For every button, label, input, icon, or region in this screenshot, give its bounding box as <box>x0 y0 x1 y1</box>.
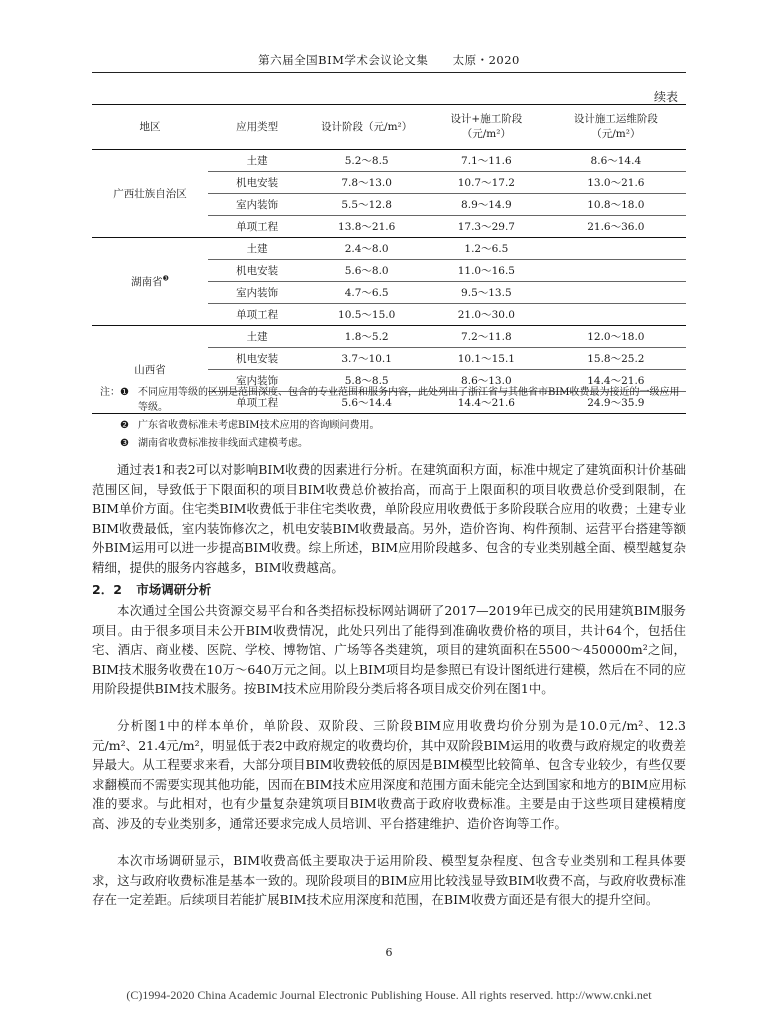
region-cell: 广西壮族自治区 <box>92 150 208 238</box>
category-cell: 土建 <box>208 238 306 260</box>
region-cell: 山西省 <box>92 326 208 414</box>
section-number: 2．2 <box>92 582 122 597</box>
design-construction-fee-cell: 21.0～30.0 <box>427 304 546 326</box>
table-note: 注： ❶ 不同应用等级的区别是范围深度、包含的专业范围和服务内容，此处列出了浙江省与其他省市BIM收费最为接近的一级应用等级。 <box>100 387 680 413</box>
region-cell: 湖南省$^❸$ <box>92 238 208 326</box>
table-row <box>92 326 686 348</box>
paragraph-analysis: 通过表1和表2可以对影响BIM收费的因素进行分析。在建筑面积方面，标准中规定了建筑面积计价基础范围区间，导致低于下限面积的项目BIM收费总价被抬高，而高于上限面积的项目收费总价受到限制，在BIM单价方面。住宅类BIM收费低于非住宅类收费，单阶段应用收费低于多阶段联合应用的收费；土建专业BIM收费最低，室内装饰修次之，机电安装BIM收费最高。另外，造价咨询、构件预制、运营平台搭建等额外BIM运用可以进一步提高BIM收费。综上所述，BIM应用阶段越多、包含的专业类别越全面、模型越复杂精细，提供的服务内容越多，BIM收费越高。 <box>92 462 686 575</box>
table-note: ❷ 广东省收费标准未考虑BIM技术应用的咨询顾问费用。 <box>120 420 380 431</box>
header-category: 应用类型 <box>236 120 279 133</box>
page-number: 6 <box>385 946 393 959</box>
category-cell: 室内装饰 <box>208 370 306 392</box>
full-lifecycle-fee-cell: 15.8～25.2 <box>546 348 686 370</box>
table-row <box>92 238 686 260</box>
category-cell: 机电安装 <box>208 172 306 194</box>
design-construction-fee-cell: 10.1～15.1 <box>427 348 546 370</box>
footnote-mark: ❸ <box>162 274 169 283</box>
section-heading <box>92 580 211 598</box>
full-lifecycle-fee-cell: 12.0～18.0 <box>546 326 686 348</box>
design-fee-cell: 10.5～15.0 <box>306 304 427 326</box>
full-lifecycle-fee-cell <box>546 282 686 304</box>
full-lifecycle-fee-cell: 10.8～18.0 <box>546 194 686 216</box>
design-construction-fee-cell: 14.4～21.6 <box>427 392 546 414</box>
design-fee-cell: 4.7～6.5 <box>306 282 427 304</box>
design-fee-cell: 5.2～8.5 <box>306 150 427 172</box>
design-construction-fee-cell: 7.2～11.8 <box>427 326 546 348</box>
journal-title: 第六届全国BIM学术会议论文集 <box>258 53 429 67</box>
header-design-construction: 设计+施工阶段 （元/m²） <box>450 113 523 140</box>
section-title: 市场调研分析 <box>136 582 212 597</box>
design-construction-fee-cell: 11.0～16.5 <box>427 260 546 282</box>
table-continued-label: 续表 <box>653 90 678 104</box>
design-construction-fee-cell: 7.1～11.6 <box>427 150 546 172</box>
category-cell: 单项工程 <box>208 304 306 326</box>
design-construction-fee-cell: 9.5～13.5 <box>427 282 546 304</box>
header-design: 设计阶段（元/m²） <box>321 120 413 133</box>
design-fee-cell: 3.7～10.1 <box>306 348 427 370</box>
category-cell: 机电安装 <box>208 260 306 282</box>
full-lifecycle-fee-cell <box>546 304 686 326</box>
full-lifecycle-fee-cell: 21.6～36.0 <box>546 216 686 238</box>
location-year: 太原・2020 <box>452 53 520 67</box>
paragraph-conclusion: 本次市场调研显示，BIM收费高低主要取决于运用阶段、模型复杂程度、包含专业类别和工程具体要求，这与政府收费标准是基本一致的。现阶段项目的BIM应用比较浅显导致BIM收费不高，与政府收费标准存在一定差距。后续项目若能扩展BIM技术应用深度和范围，在BIM收费方面还是有很大的提升空间。 <box>92 853 686 908</box>
full-lifecycle-fee-cell: 13.0～21.6 <box>546 172 686 194</box>
paragraph-survey: 本次通过全国公共资源交易平台和各类招标投标网站调研了2017—2019年已成交的民用建筑BIM服务项目。由于很多项目未公开BIM收费情况，此处只列出了能得到准确收费价格的项目，共计64个，包括住宅、酒店、商业楼、医院、学校、博物馆、广场等各类建筑，项目的建筑面积在5500～450000m²之间，BIM技术服务收费在10万～640万元之间。以上BIM项目均是参照已有设计图纸进行建模，然后在不同的应用阶段提供BIM技术服务。按BIM技术应用阶段分类后将各项目成交价列在图1中。 <box>92 603 686 697</box>
design-construction-fee-cell: 8.9～14.9 <box>427 194 546 216</box>
design-construction-fee-cell: 10.7～17.2 <box>427 172 546 194</box>
table-header-row <box>92 105 686 150</box>
category-cell: 单项工程 <box>208 392 306 414</box>
table-note: ❸ 湖南省收费标准按非线面式建模考虑。 <box>120 438 308 449</box>
design-construction-fee-cell: 1.2～6.5 <box>427 238 546 260</box>
design-fee-cell: 1.8～5.2 <box>306 326 427 348</box>
full-lifecycle-fee-cell <box>546 238 686 260</box>
full-lifecycle-fee-cell: 14.4～21.6 <box>546 370 686 392</box>
header-region: 地区 <box>139 120 161 133</box>
design-fee-cell: 5.5～12.8 <box>306 194 427 216</box>
design-fee-cell: 5.6～14.4 <box>306 392 427 414</box>
design-fee-cell: 5.6～8.0 <box>306 260 427 282</box>
category-cell: 室内装饰 <box>208 194 306 216</box>
category-cell: 土建 <box>208 150 306 172</box>
header-full-lifecycle: 设计施工运维阶段 （元/m²） <box>573 113 658 140</box>
copyright-footer: (C)1994-2020 China Academic Journal Electronic Publishing House. All rights reserved. http://www.cnki.net <box>126 988 652 1002</box>
design-fee-cell: 13.8～21.6 <box>306 216 427 238</box>
category-cell: 土建 <box>208 326 306 348</box>
design-fee-cell: 2.4～8.0 <box>306 238 427 260</box>
full-lifecycle-fee-cell: 24.9～35.9 <box>546 392 686 414</box>
table-body <box>92 150 686 414</box>
paragraph-sample-analysis: 分析图1中的样本单价，单阶段、双阶段、三阶段BIM应用收费均价分别为是10.0元/m²、12.3元/m²、21.4元/m²，明显低于表2中政府规定的收费均价，其中双阶段BIM运用的收费与政府规定的收费差异最大。从工程要求来看，大部分项目BIM收费较低的原因是BIM模型比较简单、包含专业较少，有些仅要求翻模而不需要实现其他功能，因而在BIM技术应用深度和范围方面未能完全达到国家和地方的BIM应用标准的要求。与此相对，也有少量复杂建筑项目BIM收费高于政府收费标准。主要是由于这些项目建模精度高、涉及的专业类别多，通常还要求完成人员培训、平台搭建维护、造价咨询等工作。 <box>92 718 686 831</box>
table-row <box>92 150 686 172</box>
bim-fee-table <box>92 104 686 414</box>
design-construction-fee-cell: 8.6～13.0 <box>427 370 546 392</box>
table-notes <box>100 385 686 454</box>
full-lifecycle-fee-cell: 8.6～14.4 <box>546 150 686 172</box>
design-fee-cell: 5.8～8.5 <box>306 370 427 392</box>
category-cell: 单项工程 <box>208 216 306 238</box>
running-header <box>92 50 686 73</box>
category-cell: 机电安装 <box>208 348 306 370</box>
category-cell: 室内装饰 <box>208 282 306 304</box>
design-fee-cell: 7.8～13.0 <box>306 172 427 194</box>
full-lifecycle-fee-cell <box>546 260 686 282</box>
design-construction-fee-cell: 17.3～29.7 <box>427 216 546 238</box>
